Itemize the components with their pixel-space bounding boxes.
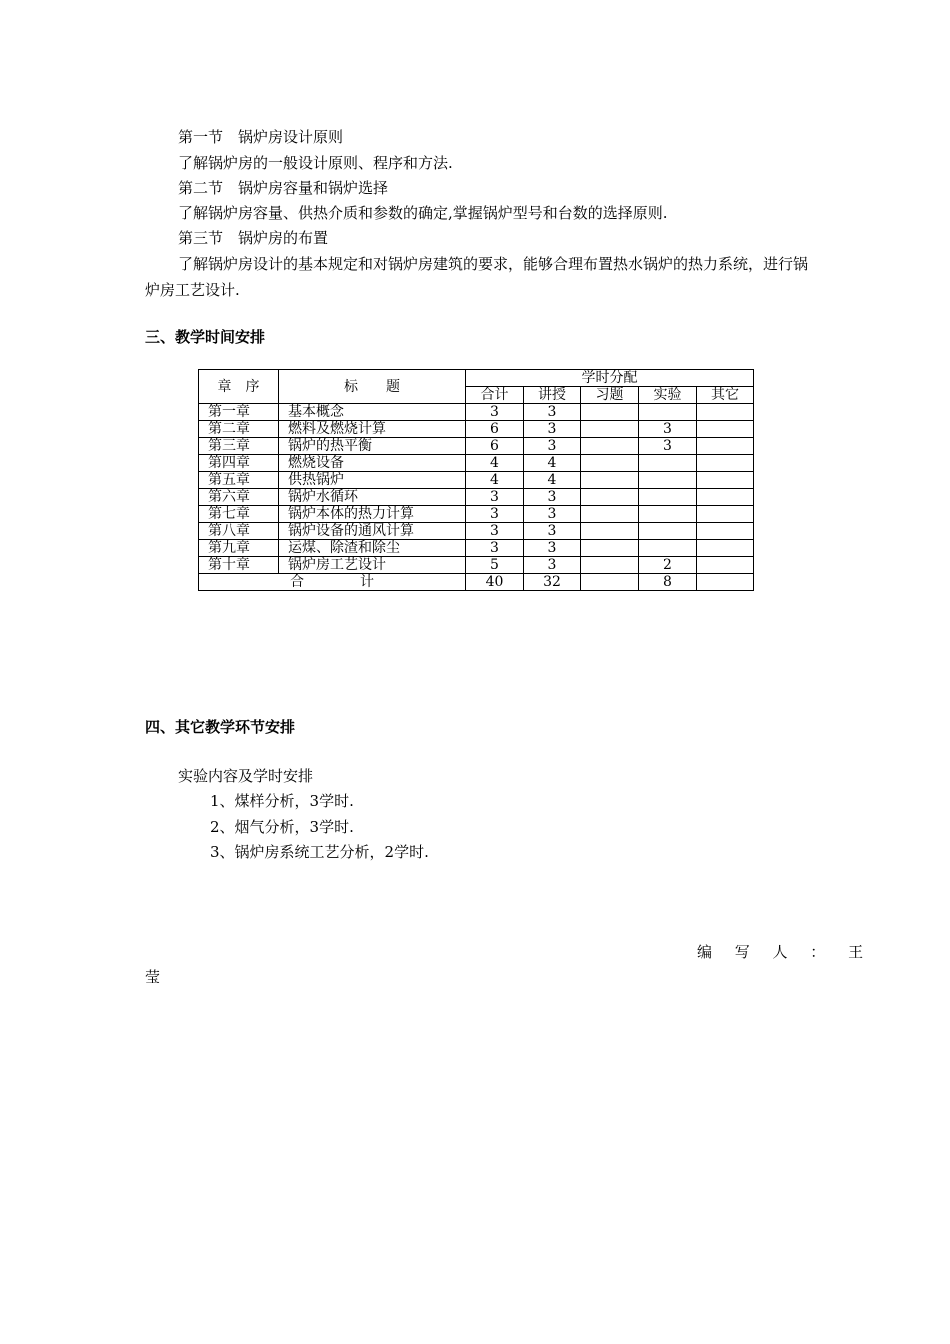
exercise-cell [581,472,639,489]
title-cell: 燃烧设备 [279,455,466,472]
header-exercise: 习题 [581,387,639,404]
other-cell [697,557,754,574]
chapter-cell: 第十章 [199,557,279,574]
exercise-cell [581,540,639,557]
total-cell: 3 [466,540,524,557]
author-name-cont: 莹 [145,968,161,986]
chapter-cell: 第二章 [199,421,279,438]
other-cell [697,455,754,472]
exercise-cell [581,506,639,523]
header-lab: 实验 [639,387,697,404]
table-row [199,472,754,489]
lecture-cell: 3 [524,404,581,421]
lecture-cell: 4 [524,472,581,489]
other-cell [697,404,754,421]
total-cell: 3 [466,489,524,506]
header-title: 标 题 [279,370,466,404]
title-cell: 运煤、除渣和除尘 [279,540,466,557]
title-cell: 锅炉房工艺设计 [279,557,466,574]
lecture-cell: 3 [524,489,581,506]
table-row [199,540,754,557]
schedule-table [198,369,754,591]
title-cell: 锅炉本体的热力计算 [279,506,466,523]
lab-cell: 3 [639,421,697,438]
total-cell: 5 [466,557,524,574]
total-cell: 6 [466,438,524,455]
lab-cell: 2 [639,557,697,574]
total-exercise [581,574,639,591]
exercise-cell [581,557,639,574]
chapter-cell: 第七章 [199,506,279,523]
chapter-cell: 第三章 [199,438,279,455]
chapter-cell: 第六章 [199,489,279,506]
total-cell: 4 [466,455,524,472]
lab-cell [639,455,697,472]
other-cell [697,489,754,506]
title-cell: 锅炉设备的通风计算 [279,523,466,540]
section-text-2: 了解锅炉房容量、供热介质和参数的确定,掌握锅炉型号和台数的选择原则. [178,204,668,222]
header-chapter: 章 序 [199,370,279,404]
table-row [199,523,754,540]
exercise-cell [581,438,639,455]
header-hours: 学时分配 [466,370,754,387]
section-4-subtitle: 实验内容及学时安排 [178,767,314,785]
total-cell: 6 [466,421,524,438]
total-total: 40 [466,574,524,591]
exercise-cell [581,455,639,472]
title-cell: 基本概念 [279,404,466,421]
title-cell: 供热锅炉 [279,472,466,489]
lecture-cell: 3 [524,421,581,438]
lab-cell [639,472,697,489]
lab-cell [639,404,697,421]
chapter-cell: 第四章 [199,455,279,472]
exercise-cell [581,489,639,506]
table-row [199,489,754,506]
table-row [199,506,754,523]
section-text-1: 了解锅炉房的一般设计原则、程序和方法. [178,154,453,172]
title-cell: 燃料及燃烧计算 [279,421,466,438]
total-label: 合 计 [199,574,466,591]
lab-cell [639,523,697,540]
section-heading-3: 第三节 锅炉房的布置 [178,229,329,247]
total-cell: 3 [466,523,524,540]
other-cell [697,506,754,523]
total-row [199,574,754,591]
table-row [199,421,754,438]
chapter-cell: 第一章 [199,404,279,421]
chapter-cell: 第九章 [199,540,279,557]
section-4-title: 四、其它教学环节安排 [145,718,296,736]
other-cell [697,540,754,557]
title-cell: 锅炉水循环 [279,489,466,506]
total-lecture: 32 [524,574,581,591]
exercise-cell [581,523,639,540]
lab-cell: 3 [639,438,697,455]
lecture-cell: 3 [524,523,581,540]
other-cell [697,523,754,540]
lab-cell [639,506,697,523]
total-cell: 3 [466,506,524,523]
header-total: 合计 [466,387,524,404]
table-row [199,557,754,574]
total-lab: 8 [639,574,697,591]
other-cell [697,438,754,455]
header-other: 其它 [697,387,754,404]
table-row [199,455,754,472]
chapter-cell: 第五章 [199,472,279,489]
section-heading-2: 第二节 锅炉房容量和锅炉选择 [178,179,389,197]
list-item: 3、锅炉房系统工艺分析，2学时. [210,843,429,861]
lecture-cell: 3 [524,438,581,455]
lecture-cell: 3 [524,540,581,557]
section-3-title: 三、教学时间安排 [145,328,266,346]
list-item: 1、煤样分析，3学时. [210,792,354,810]
list-item: 2、烟气分析，3学时. [210,818,354,836]
other-cell [697,472,754,489]
total-cell: 4 [466,472,524,489]
lab-cell [639,489,697,506]
header-lecture: 讲授 [524,387,581,404]
other-cell [697,421,754,438]
title-cell: 锅炉的热平衡 [279,438,466,455]
total-cell: 3 [466,404,524,421]
chapter-cell: 第八章 [199,523,279,540]
exercise-cell [581,404,639,421]
lecture-cell: 3 [524,557,581,574]
lecture-cell: 4 [524,455,581,472]
exercise-cell [581,421,639,438]
total-other [697,574,754,591]
section-heading-1: 第一节 锅炉房设计原则 [178,128,344,146]
lab-cell [639,540,697,557]
table-row [199,438,754,455]
lecture-cell: 3 [524,506,581,523]
section-text-3: 了解锅炉房设计的基本规定和对锅炉房建筑的要求，能够合理布置热水锅炉的热力系统，进行锅炉房工艺设计. [145,255,809,299]
author-label: 编 写 人 ： 王 [697,943,873,961]
table-row [199,404,754,421]
